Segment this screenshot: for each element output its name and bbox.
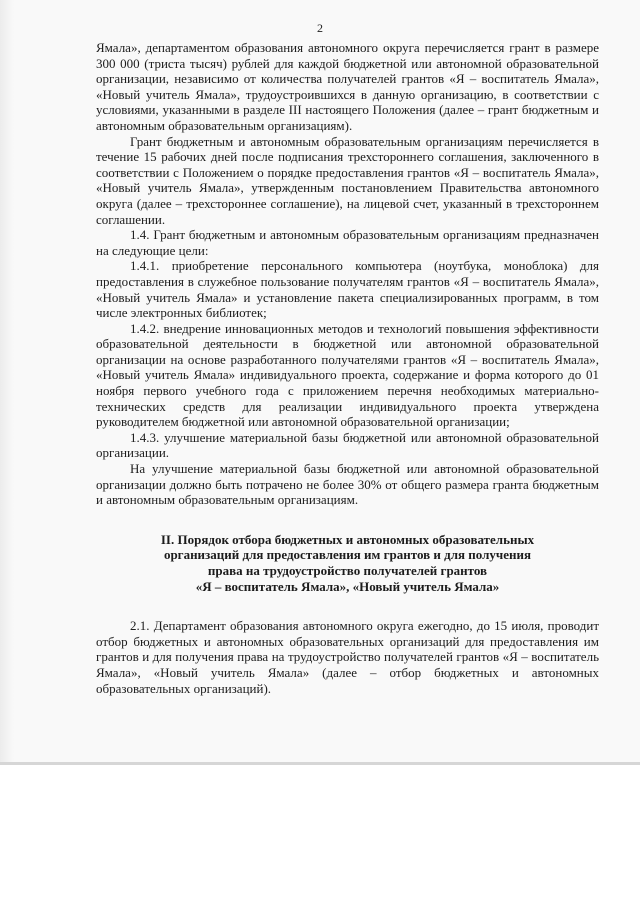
document-text xyxy=(96,40,599,696)
paragraph-grant-amount: Ямала», департаментом образования автономного округа перечисляется грант в размере 300 000 (триста тысяч) рублей для каждой бюджетной или автономной образовательной организации, независимо от количества получателей грантов «Я – воспитатель Ямала», «Новый учитель Ямала», трудоустроившихся в данную организацию, в соответствии с условиями, указанными в разделе III настоящего Положения (далее – грант бюджетным и автономным образовательным организациям). xyxy=(96,40,599,133)
paragraph-2-1: 2.1. Департамент образования автономного округа ежегодно, до 15 июля, проводит отбор бюджетных и автономных образовательных организаций для предоставления им грантов и для получения права на трудоустройство получателей грантов «Я – воспитатель Ямала», «Новый учитель Ямала» (далее – отбор бюджетных и автономных образовательных организаций). xyxy=(96,618,599,696)
page-edge-shadow xyxy=(0,0,14,762)
paragraph-1-4-3: 1.4.3. улучшение материальной базы бюджетной или автономной образовательной организации. xyxy=(96,429,599,461)
blank-area xyxy=(0,768,640,905)
paragraph-material-base-limit: На улучшение материальной базы бюджетной или автономной образовательной организации должно быть потрачено не более 30% от общего размера гранта бюджетным и автономным образовательным организациям. xyxy=(96,461,599,508)
section-heading-ii xyxy=(96,532,599,594)
section-heading-line: II. Порядок отбора бюджетных и автономных образовательных xyxy=(160,531,535,547)
section-heading-line: «Я – воспитатель Ямала», «Новый учитель Ямала» xyxy=(195,578,500,594)
page-number: 2 xyxy=(317,21,323,35)
paragraph-1-4-2: 1.4.2. внедрение инновационных методов и технологий повышения эффективности образовательной деятельности в бюджетной или автономной образовательной организации на основе разработанного получателями грантов «Я – воспитатель Ямала», «Новый учитель Ямала» индивидуального проекта, содержание и форма которого до 01 ноября первого учебного года с приложением перечня необходимых материально-технических средств для реализации индивидуального проекта утверждена руководителем бюджетной или автономной образовательной организации; xyxy=(96,320,599,430)
section-heading-line: права на трудоустройство получателей грантов xyxy=(207,563,488,578)
paragraph-1-4: 1.4. Грант бюджетным и автономным образовательным организациям предназначен на следующие цели: xyxy=(96,227,599,258)
paragraph-grant-transfer: Грант бюджетным и автономным образовательным организациям перечисляется в течение 15 рабочих дней после подписания трехстороннего соглашения, заключенного в соответствии с Положением о порядке предоставления грантов «Я – воспитатель Ямала», «Новый учитель Ямала», утвержденным постановлением Правительства автономного округа (далее – трехстороннее соглашение), на лицевой счет, указанный в трехстороннем соглашении. xyxy=(96,133,599,227)
paragraph-1-4-1: 1.4.1. приобретение персонального компьютера (ноутбука, моноблока) для предоставления в служебное пользование получателям грантов «Я – воспитатель Ямала», «Новый учитель Ямала» и установление пакета специализированных программ, в том числе электронных библиотек; xyxy=(96,258,599,321)
section-heading-line: организаций для предоставления им грантов и для получения xyxy=(163,547,532,563)
